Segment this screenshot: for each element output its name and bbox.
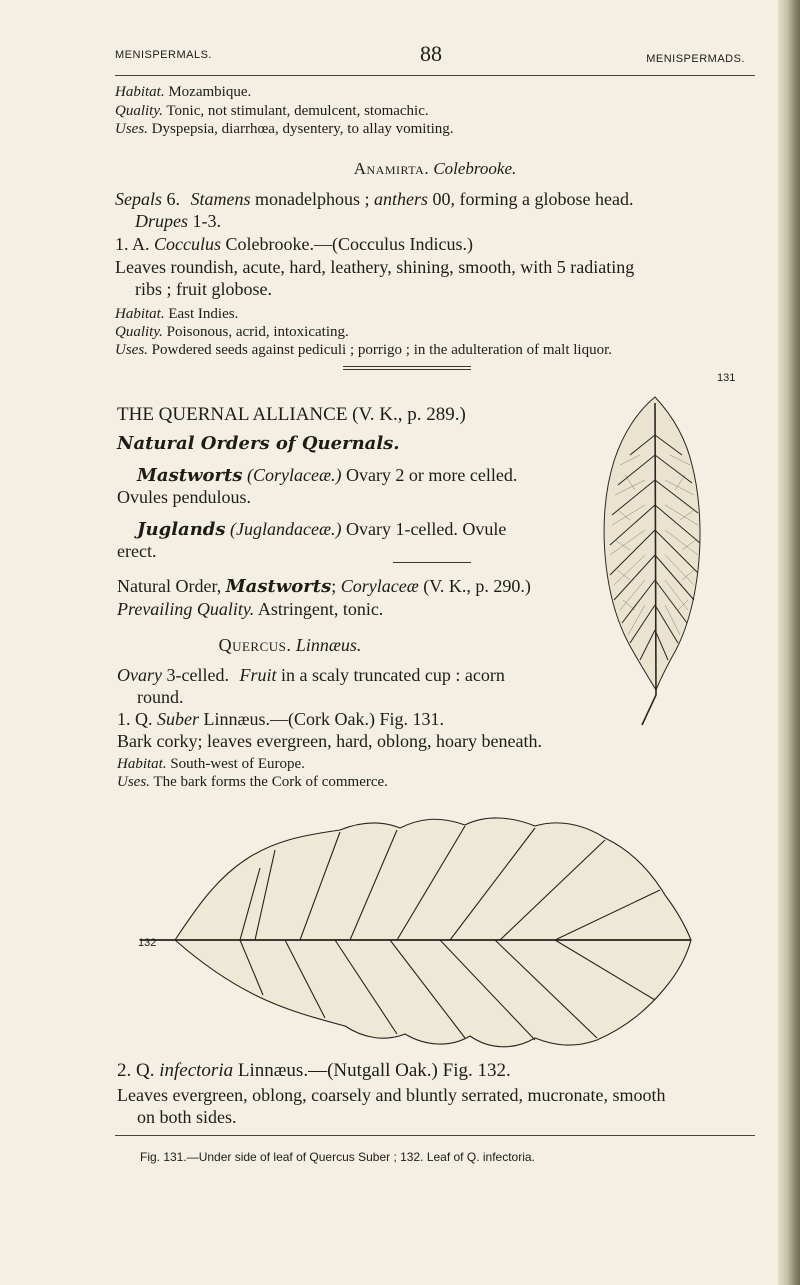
figure-131-number: 131 <box>717 372 736 384</box>
infectoria-description-cont: on both sides. <box>137 1107 237 1127</box>
infectoria-description: Leaves evergreen, oblong, coarsely and bluntly serrated, mucronate, smooth <box>117 1085 666 1105</box>
quality-line: Quality. Poisonous, acrid, intoxicating. <box>115 324 349 340</box>
species-suber: 1. Q. Suber Linnæus.—(Cork Oak.) Fig. 131. <box>117 709 444 729</box>
species-infectoria: 2. Q. infectoria Linnæus.—(Nutgall Oak.) Fig. 132. <box>117 1060 511 1081</box>
header-right-title: MENISPERMADS. <box>646 53 745 65</box>
caption-rule <box>115 1135 755 1136</box>
juglands-entry-cont: erect. <box>117 541 157 561</box>
header-left-title: MENISPERMALS. <box>115 49 212 61</box>
prevailing-quality-line: Prevailing Quality. Astringent, tonic. <box>117 599 384 619</box>
section-rule <box>393 562 471 563</box>
cocculus-description: Leaves roundish, acute, hard, leathery, shining, smooth, with 5 radiating <box>115 257 635 277</box>
figure-132-leaf-illustration <box>135 810 735 1060</box>
ovary-line: Ovary 3-celled. Fruit in a scaly truncated cup : acorn <box>117 665 505 685</box>
sepals-line: Sepals 6. Stamens monadelphous ; anthers 00, forming a globose head. <box>115 189 634 209</box>
figure-131-leaf-illustration <box>590 395 720 735</box>
drupes-line: Drupes 1-3. <box>135 211 221 231</box>
natural-orders-heading: Natural Orders of Quernals. <box>117 433 400 454</box>
mastworts-entry-cont: Ovules pendulous. <box>117 487 251 507</box>
habitat-line: Habitat. Mozambique. <box>115 84 252 100</box>
habitat-line: Habitat. East Indies. <box>115 306 239 322</box>
suber-description: Bark corky; leaves evergreen, hard, oblong, hoary beneath. <box>117 731 543 751</box>
section-rule <box>343 366 471 367</box>
ovary-line-cont: round. <box>137 687 184 707</box>
running-header <box>115 41 745 69</box>
header-rule <box>115 75 755 76</box>
juglands-entry: Juglands (Juglandaceæ.) Ovary 1-celled. Ovule <box>137 519 507 540</box>
page-edge-shadow <box>778 0 800 1285</box>
cocculus-description-cont: ribs ; fruit globose. <box>135 279 272 299</box>
section-rule <box>343 369 471 370</box>
mastworts-entry: Mastworts (Corylaceæ.) Ovary 2 or more celled. <box>137 465 518 486</box>
natural-order-line: Natural Order, Mastworts; Corylaceæ (V. K., p. 290.) <box>117 576 531 597</box>
uses-line: Uses. Dyspepsia, diarrhœa, dysentery, to allay vomiting. <box>115 121 454 137</box>
habitat-line: Habitat. South-west of Europe. <box>117 756 305 772</box>
uses-line: Uses. Powdered seeds against pediculi ; porrigo ; in the adulteration of malt liquor. <box>115 342 612 358</box>
figure-caption: Fig. 131.—Under side of leaf of Quercus Suber ; 132. Leaf of Q. infectoria. <box>140 1150 535 1164</box>
page-number: 88 <box>420 41 442 66</box>
alliance-heading: THE QUERNAL ALLIANCE (V. K., p. 289.) <box>117 404 466 425</box>
quality-line: Quality. Tonic, not stimulant, demulcent, stomachic. <box>115 103 429 119</box>
genus-heading-quercus: Quercus. Linnæus. <box>218 635 362 655</box>
species-cocculus: 1. A. Cocculus Colebrooke.—(Cocculus Indicus.) <box>115 234 473 254</box>
genus-heading-anamirta: Anamirta. Colebrooke. <box>353 159 517 178</box>
figure-132-number: 132 <box>138 937 157 949</box>
uses-line: Uses. The bark forms the Cork of commerce. <box>117 774 388 790</box>
